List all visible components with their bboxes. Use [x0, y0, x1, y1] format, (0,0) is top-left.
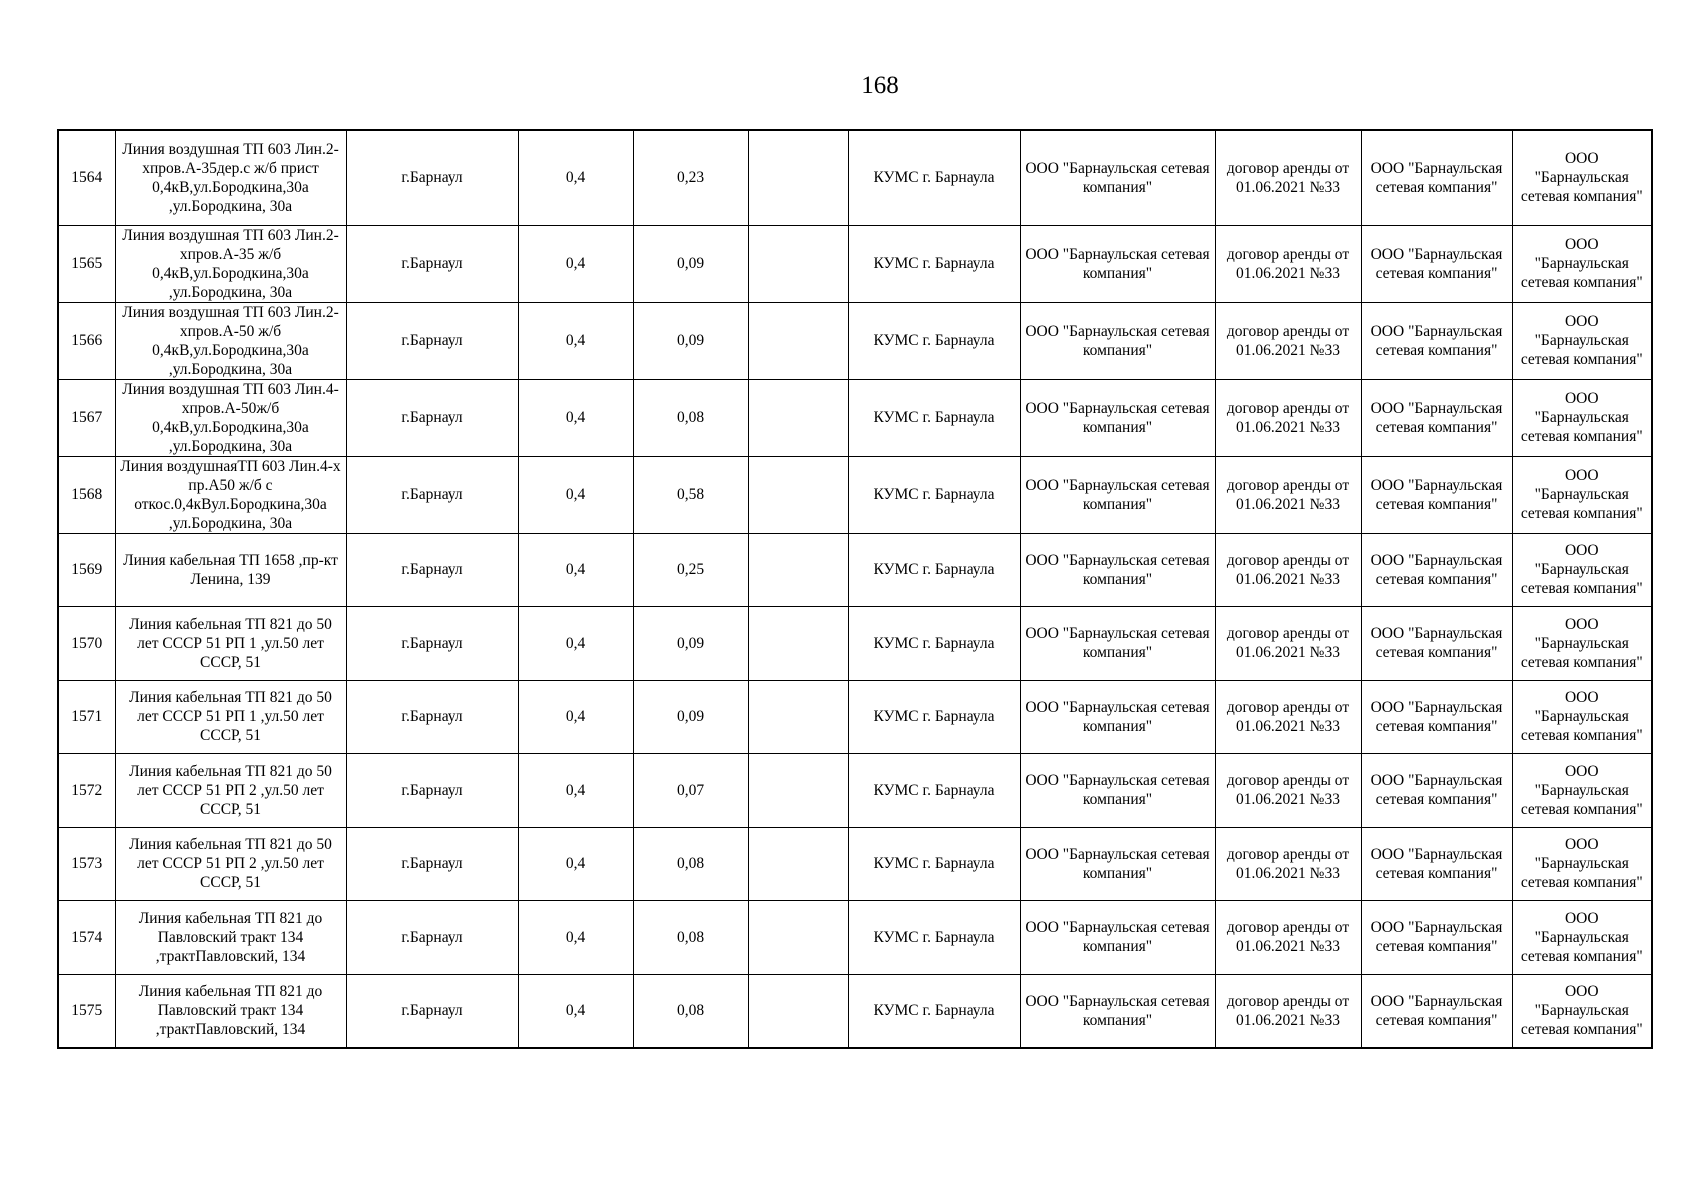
owner-cell-text: КУМС г. Барнаула — [873, 486, 995, 503]
voltage-cell — [518, 754, 633, 828]
location-cell-text: г.Барнаул — [401, 634, 463, 652]
holder-cell-text: ООО "Барнаульская сетевая компания" — [1025, 919, 1210, 956]
holder-cell — [1020, 827, 1215, 901]
row-number-cell — [58, 456, 115, 533]
location-cell — [346, 607, 518, 681]
holder-cell-text: ООО "Барнаульская сетевая компания" — [1025, 845, 1210, 882]
location-cell — [346, 827, 518, 901]
object-name-cell-text: Линия кабельная ТП 821 до 50 лет СССР 51 РП 1 ,ул.50 лет СССР, 51 — [129, 615, 332, 671]
location-cell — [346, 456, 518, 533]
blank-cell — [748, 680, 848, 754]
operator-cell — [1361, 901, 1512, 975]
owner-cell — [848, 130, 1020, 225]
row-number-cell — [58, 974, 115, 1048]
location-cell — [346, 533, 518, 607]
contract-cell — [1215, 456, 1361, 533]
operator-cell-text: ООО "Барнаульская сетевая компания" — [1370, 698, 1503, 735]
row-number-cell-text: 1570 — [71, 634, 103, 652]
location-cell — [346, 754, 518, 828]
voltage-cell — [518, 533, 633, 607]
object-name-cell-text: Линия кабельная ТП 821 до 50 лет СССР 51 РП 2 ,ул.50 лет СССР, 51 — [129, 836, 332, 892]
user-cell — [1512, 974, 1652, 1048]
user-cell — [1512, 379, 1652, 456]
user-cell — [1512, 680, 1652, 754]
row-number-cell-text: 1567 — [71, 409, 103, 426]
location-cell — [346, 680, 518, 754]
object-name-cell-text: Линия кабельная ТП 1658 ,пр-кт Ленина, 139 — [123, 551, 338, 588]
operator-cell-text: ООО "Барнаульская сетевая компания" — [1370, 476, 1503, 513]
length-cell — [633, 827, 748, 901]
length-cell — [633, 130, 748, 225]
table-row — [58, 680, 1652, 754]
owner-cell — [848, 225, 1020, 302]
voltage-cell-text: 0,4 — [565, 561, 586, 579]
owner-cell-text: КУМС г. Барнаула — [873, 332, 995, 349]
holder-cell-text: ООО "Барнаульская сетевая компания" — [1025, 698, 1210, 735]
row-number-cell-text: 1575 — [71, 1002, 103, 1019]
row-number-cell — [58, 827, 115, 901]
object-name-cell-text: Линия кабельная ТП 821 до Павловский тракт 134 ,трактПавловский, 134 — [138, 909, 323, 965]
length-cell — [633, 901, 748, 975]
object-name-cell — [115, 533, 346, 607]
user-cell-text: ООО "Барнаульская сетевая компания" — [1520, 542, 1643, 598]
voltage-cell — [518, 130, 633, 225]
table-row — [58, 754, 1652, 828]
object-name-cell — [115, 456, 346, 533]
location-cell — [346, 225, 518, 302]
object-name-cell — [115, 607, 346, 681]
contract-cell-text: договор аренды от 01.06.2021 №33 — [1226, 698, 1350, 735]
table-row — [58, 130, 1652, 225]
holder-cell-text: ООО "Барнаульская сетевая компания" — [1025, 245, 1210, 282]
location-cell-text: г.Барнаул — [401, 1002, 463, 1019]
location-cell — [346, 302, 518, 379]
operator-cell-text: ООО "Барнаульская сетевая компания" — [1370, 159, 1503, 196]
user-cell — [1512, 456, 1652, 533]
contract-cell — [1215, 754, 1361, 828]
length-cell — [633, 680, 748, 754]
holder-cell-text: ООО "Барнаульская сетевая компания" — [1025, 322, 1210, 359]
owner-cell — [848, 379, 1020, 456]
location-cell-text: г.Барнаул — [401, 561, 463, 579]
object-name-cell — [115, 379, 346, 456]
location-cell — [346, 974, 518, 1048]
blank-cell — [748, 225, 848, 302]
table-row — [58, 225, 1652, 302]
length-cell — [633, 379, 748, 456]
operator-cell-text: ООО "Барнаульская сетевая компания" — [1370, 625, 1503, 662]
contract-cell — [1215, 533, 1361, 607]
voltage-cell — [518, 680, 633, 754]
holder-cell-text: ООО "Барнаульская сетевая компания" — [1025, 476, 1210, 513]
length-cell — [633, 607, 748, 681]
object-name-cell — [115, 680, 346, 754]
holder-cell — [1020, 379, 1215, 456]
location-cell — [346, 130, 518, 225]
user-cell-text: ООО "Барнаульская сетевая компания" — [1520, 313, 1643, 368]
contract-cell — [1215, 130, 1361, 225]
owner-cell — [848, 754, 1020, 828]
contract-cell — [1215, 225, 1361, 302]
operator-cell — [1361, 379, 1512, 456]
length-cell — [633, 974, 748, 1048]
contract-cell-text: договор аренды от 01.06.2021 №33 — [1226, 625, 1350, 662]
holder-cell — [1020, 533, 1215, 607]
holder-cell — [1020, 680, 1215, 754]
length-cell-text: 0,08 — [676, 1002, 705, 1019]
voltage-cell-text: 0,4 — [565, 169, 586, 187]
blank-cell — [748, 827, 848, 901]
blank-cell — [748, 901, 848, 975]
voltage-cell — [518, 607, 633, 681]
voltage-cell-text: 0,4 — [565, 486, 586, 503]
owner-cell — [848, 827, 1020, 901]
contract-cell-text: договор аренды от 01.06.2021 №33 — [1226, 919, 1350, 956]
contract-cell-text: договор аренды от 01.06.2021 №33 — [1226, 476, 1350, 513]
length-cell-text: 0,08 — [676, 409, 705, 426]
voltage-cell — [518, 302, 633, 379]
user-cell — [1512, 533, 1652, 607]
object-name-cell — [115, 225, 346, 302]
holder-cell — [1020, 456, 1215, 533]
row-number-cell — [58, 130, 115, 225]
object-name-cell — [115, 302, 346, 379]
contract-cell-text: договор аренды от 01.06.2021 №33 — [1226, 845, 1350, 882]
owner-cell-text: КУМС г. Барнаула — [873, 255, 995, 272]
length-cell — [633, 754, 748, 828]
owner-cell — [848, 456, 1020, 533]
user-cell-text: ООО "Барнаульская сетевая компания" — [1520, 236, 1643, 291]
owner-cell-text: КУМС г. Барнаула — [873, 928, 995, 946]
row-number-cell-text: 1574 — [71, 928, 103, 946]
user-cell-text: ООО "Барнаульская сетевая компания" — [1520, 467, 1643, 522]
blank-cell — [748, 607, 848, 681]
object-name-cell-text: Линия кабельная ТП 821 до 50 лет СССР 51 РП 2 ,ул.50 лет СССР, 51 — [129, 762, 332, 818]
length-cell-text: 0,58 — [676, 486, 705, 503]
operator-cell-text: ООО "Барнаульская сетевая компания" — [1370, 399, 1503, 436]
length-cell-text: 0,08 — [676, 928, 705, 946]
owner-cell-text: КУМС г. Барнаула — [873, 1002, 995, 1019]
owner-cell — [848, 302, 1020, 379]
user-cell — [1512, 607, 1652, 681]
table-row — [58, 302, 1652, 379]
location-cell-text: г.Барнаул — [401, 855, 463, 873]
table-row — [58, 607, 1652, 681]
contract-cell-text: договор аренды от 01.06.2021 №33 — [1226, 772, 1350, 809]
user-cell-text: ООО "Барнаульская сетевая компания" — [1520, 150, 1643, 206]
holder-cell-text: ООО "Барнаульская сетевая компания" — [1025, 551, 1210, 588]
owner-cell — [848, 974, 1020, 1048]
user-cell-text: ООО "Барнаульская сетевая компания" — [1520, 836, 1643, 892]
length-cell — [633, 302, 748, 379]
object-name-cell-text: Линия воздушная ТП 603 Лин.4-хпров.А-50ж/б 0,4кВ,ул.Бородкина,30а ,ул.Бородкина, 30а — [122, 380, 339, 455]
operator-cell-text: ООО "Барнаульская сетевая компания" — [1370, 992, 1503, 1029]
owner-cell-text: КУМС г. Барнаула — [873, 708, 995, 726]
owner-cell — [848, 533, 1020, 607]
user-cell-text: ООО "Барнаульская сетевая компания" — [1520, 909, 1643, 965]
user-cell-text: ООО "Барнаульская сетевая компания" — [1520, 390, 1643, 445]
voltage-cell — [518, 456, 633, 533]
contract-cell-text: договор аренды от 01.06.2021 №33 — [1226, 551, 1350, 588]
voltage-cell — [518, 379, 633, 456]
voltage-cell — [518, 901, 633, 975]
blank-cell — [748, 302, 848, 379]
object-name-cell — [115, 974, 346, 1048]
operator-cell — [1361, 974, 1512, 1048]
blank-cell — [748, 974, 848, 1048]
row-number-cell-text: 1573 — [71, 855, 103, 873]
length-cell — [633, 533, 748, 607]
contract-cell — [1215, 901, 1361, 975]
blank-cell — [748, 754, 848, 828]
owner-cell-text: КУМС г. Барнаула — [873, 409, 995, 426]
operator-cell-text: ООО "Барнаульская сетевая компания" — [1370, 772, 1503, 809]
row-number-cell — [58, 680, 115, 754]
holder-cell-text: ООО "Барнаульская сетевая компания" — [1025, 772, 1210, 809]
user-cell — [1512, 130, 1652, 225]
row-number-cell — [58, 379, 115, 456]
holder-cell-text: ООО "Барнаульская сетевая компания" — [1025, 625, 1210, 662]
voltage-cell — [518, 827, 633, 901]
table-body — [58, 130, 1652, 1048]
object-name-cell-text: Линия воздушная ТП 603 Лин.2-хпров.А-50 ж/б 0,4кВ,ул.Бородкина,30а ,ул.Бородкина, 30а — [122, 303, 339, 378]
owner-cell-text: КУМС г. Барнаула — [873, 169, 995, 187]
page-number: 168 — [861, 72, 899, 99]
table-row — [58, 827, 1652, 901]
contract-cell — [1215, 302, 1361, 379]
voltage-cell-text: 0,4 — [565, 928, 586, 946]
location-cell-text: г.Барнаул — [401, 781, 463, 799]
length-cell-text: 0,08 — [676, 855, 705, 873]
table-row — [58, 533, 1652, 607]
operator-cell-text: ООО "Барнаульская сетевая компания" — [1370, 919, 1503, 956]
contract-cell — [1215, 827, 1361, 901]
row-number-cell-text: 1569 — [71, 561, 103, 579]
operator-cell — [1361, 302, 1512, 379]
row-number-cell-text: 1565 — [71, 255, 103, 272]
operator-cell — [1361, 533, 1512, 607]
table-row — [58, 974, 1652, 1048]
blank-cell — [748, 533, 848, 607]
owner-cell — [848, 680, 1020, 754]
user-cell-text: ООО "Барнаульская сетевая компания" — [1520, 983, 1643, 1038]
length-cell — [633, 456, 748, 533]
owner-cell — [848, 901, 1020, 975]
holder-cell-text: ООО "Барнаульская сетевая компания" — [1025, 399, 1210, 436]
owner-cell-text: КУМС г. Барнаула — [873, 634, 995, 652]
operator-cell — [1361, 680, 1512, 754]
property-registry-table — [57, 129, 1653, 1049]
operator-cell-text: ООО "Барнаульская сетевая компания" — [1370, 845, 1503, 882]
contract-cell — [1215, 680, 1361, 754]
holder-cell — [1020, 754, 1215, 828]
row-number-cell — [58, 901, 115, 975]
holder-cell — [1020, 225, 1215, 302]
row-number-cell-text: 1564 — [71, 169, 103, 187]
table-row — [58, 379, 1652, 456]
contract-cell-text: договор аренды от 01.06.2021 №33 — [1226, 159, 1350, 196]
location-cell-text: г.Барнаул — [401, 255, 463, 272]
holder-cell — [1020, 974, 1215, 1048]
object-name-cell-text: Линия кабельная ТП 821 до Павловский тракт 134 ,трактПавловский, 134 — [138, 983, 323, 1038]
length-cell-text: 0,09 — [676, 634, 705, 652]
length-cell-text: 0,07 — [676, 781, 705, 799]
operator-cell — [1361, 754, 1512, 828]
contract-cell — [1215, 607, 1361, 681]
user-cell-text: ООО "Барнаульская сетевая компания" — [1520, 689, 1643, 745]
voltage-cell-text: 0,4 — [565, 855, 586, 873]
location-cell-text: г.Барнаул — [401, 332, 463, 349]
row-number-cell — [58, 225, 115, 302]
location-cell-text: г.Барнаул — [401, 486, 463, 503]
user-cell-text: ООО "Барнаульская сетевая компания" — [1520, 762, 1643, 818]
user-cell — [1512, 754, 1652, 828]
holder-cell — [1020, 607, 1215, 681]
blank-cell — [748, 379, 848, 456]
contract-cell-text: договор аренды от 01.06.2021 №33 — [1226, 322, 1350, 359]
length-cell-text: 0,25 — [676, 561, 705, 579]
user-cell — [1512, 827, 1652, 901]
object-name-cell-text: Линия кабельная ТП 821 до 50 лет СССР 51 РП 1 ,ул.50 лет СССР, 51 — [129, 689, 332, 745]
user-cell — [1512, 302, 1652, 379]
holder-cell — [1020, 302, 1215, 379]
length-cell-text: 0,09 — [676, 708, 705, 726]
voltage-cell-text: 0,4 — [565, 332, 586, 349]
voltage-cell-text: 0,4 — [565, 255, 586, 272]
voltage-cell-text: 0,4 — [565, 781, 586, 799]
object-name-cell — [115, 754, 346, 828]
operator-cell-text: ООО "Барнаульская сетевая компания" — [1370, 322, 1503, 359]
holder-cell-text: ООО "Барнаульская сетевая компания" — [1025, 159, 1210, 196]
object-name-cell-text: Линия воздушнаяТП 603 Лин.4-х пр.А50 ж/б с откос.0,4кВул.Бородкина,30а ,ул.Бородкина, 30а — [120, 457, 341, 532]
table-row — [58, 456, 1652, 533]
row-number-cell-text: 1571 — [71, 708, 103, 726]
row-number-cell — [58, 607, 115, 681]
operator-cell-text: ООО "Барнаульская сетевая компания" — [1370, 551, 1503, 588]
operator-cell — [1361, 607, 1512, 681]
object-name-cell — [115, 130, 346, 225]
holder-cell — [1020, 130, 1215, 225]
voltage-cell-text: 0,4 — [565, 708, 586, 726]
length-cell-text: 0,09 — [676, 255, 705, 272]
owner-cell-text: КУМС г. Барнаула — [873, 855, 995, 873]
user-cell — [1512, 901, 1652, 975]
length-cell-text: 0,09 — [676, 332, 705, 349]
user-cell-text: ООО "Барнаульская сетевая компания" — [1520, 615, 1643, 671]
location-cell-text: г.Барнаул — [401, 708, 463, 726]
length-cell-text: 0,23 — [676, 169, 705, 187]
operator-cell-text: ООО "Барнаульская сетевая компания" — [1370, 245, 1503, 282]
blank-cell — [748, 456, 848, 533]
row-number-cell — [58, 754, 115, 828]
holder-cell — [1020, 901, 1215, 975]
operator-cell — [1361, 225, 1512, 302]
location-cell-text: г.Барнаул — [401, 928, 463, 946]
operator-cell — [1361, 827, 1512, 901]
location-cell — [346, 379, 518, 456]
row-number-cell-text: 1568 — [71, 486, 103, 503]
object-name-cell — [115, 901, 346, 975]
holder-cell-text: ООО "Барнаульская сетевая компания" — [1025, 992, 1210, 1029]
object-name-cell-text: Линия воздушная ТП 603 Лин.2-хпров.А-35 ж/б 0,4кВ,ул.Бородкина,30а ,ул.Бородкина, 30а — [122, 226, 339, 301]
length-cell — [633, 225, 748, 302]
location-cell-text: г.Барнаул — [401, 409, 463, 426]
object-name-cell-text: Линия воздушная ТП 603 Лин.2-хпров.А-35дер.с ж/б прист 0,4кВ,ул.Бородкина,30а ,ул.Бородкина, 30а — [122, 140, 339, 215]
contract-cell-text: договор аренды от 01.06.2021 №33 — [1226, 399, 1350, 436]
object-name-cell — [115, 827, 346, 901]
voltage-cell-text: 0,4 — [565, 1002, 586, 1019]
row-number-cell-text: 1572 — [71, 781, 103, 799]
location-cell — [346, 901, 518, 975]
voltage-cell-text: 0,4 — [565, 409, 586, 426]
operator-cell — [1361, 130, 1512, 225]
user-cell — [1512, 225, 1652, 302]
contract-cell-text: договор аренды от 01.06.2021 №33 — [1226, 992, 1350, 1029]
row-number-cell — [58, 302, 115, 379]
voltage-cell — [518, 974, 633, 1048]
contract-cell — [1215, 974, 1361, 1048]
operator-cell — [1361, 456, 1512, 533]
contract-cell — [1215, 379, 1361, 456]
row-number-cell-text: 1566 — [71, 332, 103, 349]
row-number-cell — [58, 533, 115, 607]
blank-cell — [748, 130, 848, 225]
owner-cell — [848, 607, 1020, 681]
owner-cell-text: КУМС г. Барнаула — [873, 781, 995, 799]
contract-cell-text: договор аренды от 01.06.2021 №33 — [1226, 245, 1350, 282]
voltage-cell-text: 0,4 — [565, 634, 586, 652]
table-row — [58, 901, 1652, 975]
voltage-cell — [518, 225, 633, 302]
location-cell-text: г.Барнаул — [401, 169, 463, 187]
owner-cell-text: КУМС г. Барнаула — [873, 561, 995, 579]
